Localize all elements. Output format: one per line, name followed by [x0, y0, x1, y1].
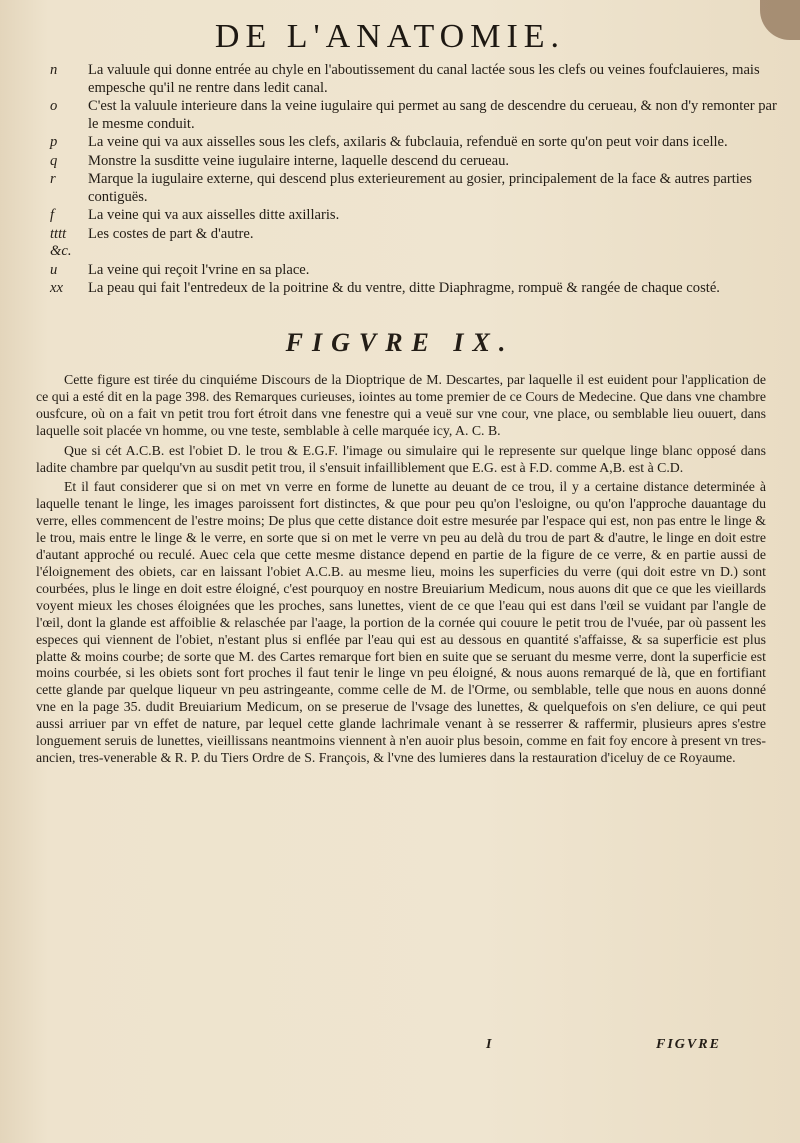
legend-text: La veine qui va aux aisselles sous les clefs, axilaris & fubclauia, refenduë en sorte qu'on peut voir dans icelle.: [88, 134, 728, 150]
legend-key: u: [50, 261, 58, 278]
legend-text: Monstre la susditte veine iugulaire interne, laquelle descend du cerueau.: [88, 152, 510, 169]
body-text: [36, 372, 766, 770]
legend-entry: [50, 134, 780, 152]
legend-text: C'est la valuule interieure dans la veine iugulaire qui permet au sang de descendre du cerueau, & non d'y remonter par le mesme conduit.: [88, 98, 777, 132]
legend-key: tttt &c.: [50, 225, 72, 259]
legend-key: o: [50, 98, 58, 114]
legend-text: La veine qui va aux aisselles ditte axillaris.: [88, 207, 340, 223]
legend-key: q: [50, 152, 58, 169]
legend-key: f: [50, 207, 55, 223]
legend-text: La valuule qui donne entrée au chyle en l'aboutissement du canal lactée sous les clefs ou veines foufclauieres, mais empesche qu'il ne rentre dans ledit canal.: [88, 62, 760, 96]
legend-key: p: [50, 134, 58, 150]
paragraph: Cette figure est tirée du cinquiéme Discours de la Dioptrique de M. Descartes, par laquelle il est euident pour l'application de ce qui a esté dit en la page 398. des Remarques curieuses, iointes au tome premier de ce Cours de Medecine. Que dans vne chambre ousfcure, où on a fait vn petit trou fort étroit dans vne fenestre qui a veuë sur vne cour, vne place, ou semblable lieu ouuert, dans laquelle soit placée vn homme, ou vne teste, semblable à celle marquée icy, A. C. B.: [36, 372, 766, 438]
catchword: FIGVRE: [656, 1037, 721, 1052]
paragraph: Que si cét A.C.B. est l'obiet D. le trou & E.G.F. l'image ou simulaire qui le represente sur quelque linge blanc opposé dans ladite chambre par quelqu'vn au susdit petit trou, il s'ensuit infailliblement que E.G. est à F.D. comme A,B. est à C.D.: [36, 442, 766, 475]
legend-entry: [50, 207, 780, 225]
legend-entry: [50, 171, 780, 206]
legend-entry: [50, 226, 780, 261]
paragraph: Et il faut considerer que si on met vn verre en forme de lunette au deuant de ce trou, il y a certaine distance determinée à laquelle tenant le linge, les images paroissent fort distinctes, & que pour peu qu'on l'esloigne, ou qu'on l'approche dauantage du verre, elles commencent de l'estre moins; De plus que cette distance doit estre mesurée par l'espace qui est, non pas entre le linge & le trou, mais entre le linge & le verre, en sorte que si on met le verre vn peu au delà du trou de part & d'autre, le linge en doit estre d'autant approché ou reculé. Auec cela que cette mesme distance depend en partie de la figure de ce verre, & en partie aussi de l'éloignement des obiets, car en laissant l'obiet A.C.B. au mesme lieu, moins les superficies du verre (qui doit estre vn D.) sont courbées, plus le linge en doit estre éloigné, c'est pourquoy en nostre Breuiarium Medicum, nous auons dit que ce que les vieillards voyent mieux les choses éloignées que les proches, sans lunettes, vient de ce que l'eau qui est dans l'œil se vuidant par l'angle de l'œil, dont la glande est affoiblie & relaschée par l'aage, la portion de la cornée qui couure le petit trou de l'vuée, par où passent les especes qui viennent de l'obiet, n'estant plus si enflée par l'eau qui est au dessous en quantité s'affaisse, & sa superficie est plus platte & moins courbe; de sorte que M. des Cartes remarque fort bien en suite que se seruant du mesme verre, dont la superficie est moins courbée, si les obiets sont fort proches il faut tenir le linge vn peu éloigné, & nous auons remarqué de là, que en fortifiant cette glande par quelque liqueur vn peu astringeante, comme celle de M. de l'Orme, ou semblable, telle que nous en auons donné vne en la page 35. dudit Breuiarium Medicum, on se preserue de l'vsage des lunettes, & quelquefois on s'en deliure, ce qui peut aussi arriuer par vn effet de nature, par lequel cette glande lachrimale venant à se resserrer & raffermir, plusieurs apres s'estre longuement seruis de lunettes, vieillissans neantmoins viennent à n'en auoir plus besoin, comme en fait foy encore à present vn tres-ancien, tres-venerable & R. P. du Tiers Ordre de S. François, & l'vne des lumieres dans la restauration d'iceluy de ce Royaume.: [36, 479, 766, 765]
legend-text: Marque la iugulaire externe, qui descend plus exterieurement au gosier, principalement de la face & autres parties contiguës.: [88, 171, 752, 205]
legend-text: La peau qui fait l'entredeux de la poitrine & du ventre, ditte Diaphragme, rompuë & rangée de chaque costé.: [88, 280, 720, 296]
figure-title: FIGVRE IX.: [285, 328, 515, 357]
legend-entry: [50, 98, 780, 133]
legend-entry: [50, 153, 780, 171]
running-header: [0, 18, 800, 56]
legend-text: Les costes de part & d'autre.: [88, 225, 254, 242]
legend-text: La veine qui reçoit l'vrine en sa place.: [88, 261, 310, 278]
signature-mark: I: [486, 1037, 492, 1052]
legend-entry: [50, 62, 780, 97]
legend-entry: [50, 262, 780, 280]
running-header-text: DE L'ANATOMIE.: [214, 18, 566, 55]
legend-key: xx: [50, 280, 63, 296]
page-footer: [0, 1037, 800, 1057]
figure-legend: [50, 62, 780, 299]
legend-entry: [50, 280, 780, 298]
legend-key: n: [50, 62, 58, 78]
legend-key: r: [50, 171, 56, 187]
